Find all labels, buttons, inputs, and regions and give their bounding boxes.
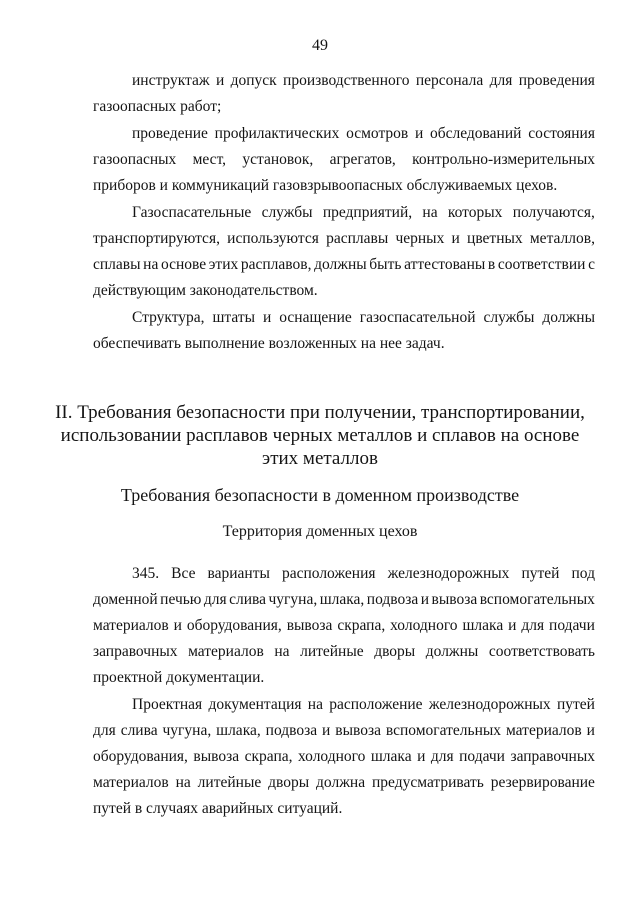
list-item-line: газоопасных работ; <box>93 98 222 115</box>
clause-paragraph-line: материалов на литейные дворы должна предусматривать резервирование <box>93 774 595 791</box>
page-number: 49 <box>312 37 328 54</box>
paragraph-line: транспортируются, используются расплавы черных и цветных металлов, <box>93 230 595 247</box>
clause-paragraph-line: Проектная документация на расположение железнодорожных путей <box>132 696 595 713</box>
paragraph-line: Газоспасательные службы предприятий, на которых получаются, <box>132 204 595 221</box>
clause-paragraph-line: оборудования, вывоза скрапа, холодного шлака и для подачи заправочных <box>93 748 595 765</box>
clause-line: заправочных материалов на литейные дворы должны соответствовать <box>93 643 595 660</box>
section-title-line: этих металлов <box>262 448 378 469</box>
paragraph-line: Структура, штаты и оснащение газоспасательной службы должны <box>132 309 595 326</box>
clause-line: доменной печью для слива чугуна, шлака, подвоза и вывоза вспомогательных <box>93 591 595 608</box>
section-title-line: использовании расплавов черных металлов и сплавов на основе <box>60 425 580 446</box>
list-item-line: проведение профилактических осмотров и обследований состояния <box>132 125 595 142</box>
paragraph-line: обеспечивать выполнение возложенных на нее задач. <box>93 335 445 352</box>
list-item-line: приборов и коммуникаций газовзрывоопасных обслуживаемых цехов. <box>93 177 558 194</box>
clause-line: 345. Все варианты расположения железнодорожных путей под <box>132 565 595 582</box>
clause-paragraph-line: путей в случаях аварийных ситуаций. <box>93 800 343 817</box>
sub-subsection-title: Территория доменных цехов <box>222 523 418 540</box>
list-item-line: инструктаж и допуск производственного персонала для проведения <box>132 72 595 89</box>
list-item-line: газоопасных мест, установок, агрегатов, контрольно-измерительных <box>93 151 595 168</box>
subsection-title: Требования безопасности в доменном производстве <box>120 485 520 505</box>
paragraph-line: сплавы на основе этих расплавов, должны быть аттестованы в соответствии с <box>93 256 595 273</box>
clause-line: материалов и оборудования, вывоза скрапа, холодного шлака и для подачи <box>93 617 595 634</box>
section-title-line: II. Требования безопасности при получении, транспортировании, <box>55 402 585 423</box>
clause-line: проектной документации. <box>93 669 265 686</box>
paragraph-line: действующим законодательством. <box>93 282 318 299</box>
clause-paragraph-line: для слива чугуна, шлака, подвоза и вывоза вспомогательных материалов и <box>93 722 595 739</box>
